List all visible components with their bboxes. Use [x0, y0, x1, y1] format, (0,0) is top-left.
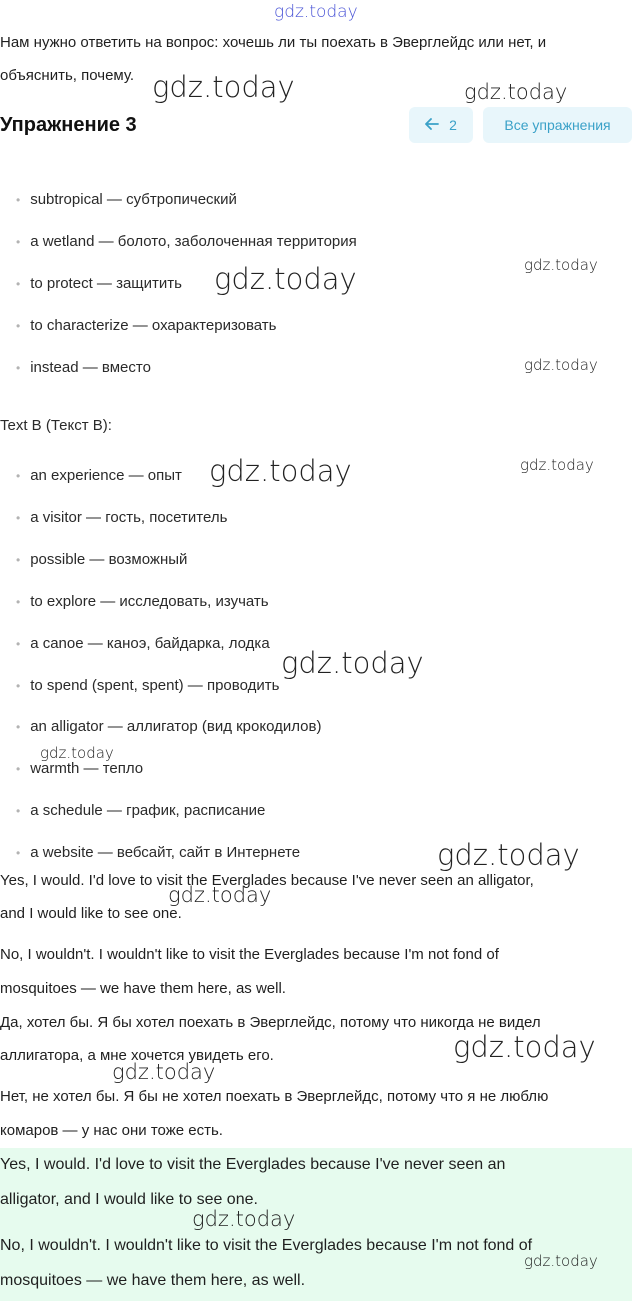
watermark: gdz.today	[453, 1030, 596, 1064]
list-item: • a canoe — каноэ, байдарка, лодка	[16, 635, 270, 652]
prev-exercise-label: 2	[449, 117, 457, 133]
highlight-no-line-2: mosquitoes — we have them here, as well.	[0, 1272, 306, 1289]
list-item: • an experience — опыт	[16, 467, 182, 484]
list-item: • a wetland — болото, заболоченная территория	[16, 233, 357, 250]
answer-ru-yes-line-2: аллигатора, а мне хочется увидеть его.	[0, 1047, 274, 1064]
intro-line-1: Нам нужно ответить на вопрос: хочешь ли ты поехать в Эверглейдс или нет, и	[0, 34, 547, 51]
bullet-icon: •	[16, 553, 21, 567]
list-item: • a schedule — график, расписание	[16, 802, 266, 819]
highlight-no-line-1: No, I wouldn't. I wouldn't like to visit the Everglades because I'm not fond of	[0, 1237, 533, 1254]
watermark: gdz.today	[168, 883, 272, 907]
bullet-icon: •	[16, 804, 21, 818]
bullet-icon: •	[16, 720, 21, 734]
watermark: gdz.today	[524, 356, 598, 374]
list-item: • an alligator — аллигатор (вид крокодилов)	[16, 718, 322, 735]
header-watermark: gdz.today	[274, 2, 358, 22]
bullet-icon: •	[16, 235, 21, 249]
answer-en-no-line-2: mosquitoes — we have them here, as well.	[0, 980, 286, 997]
answer-en-no-line-1: No, I wouldn't. I wouldn't like to visit the Everglades because I'm not fond of	[0, 946, 499, 963]
bullet-icon: •	[16, 762, 21, 776]
list-item: • possible — возможный	[16, 551, 188, 568]
highlight-yes-line-1: Yes, I would. I'd love to visit the Everglades because I've never seen an	[0, 1156, 506, 1173]
watermark: gdz.today	[40, 744, 114, 762]
answer-ru-no-line-1: Нет, не хотел бы. Я бы не хотел поехать в Эверглейдс, потому что я не люблю	[0, 1088, 549, 1105]
watermark: gdz.today	[112, 1060, 216, 1084]
watermark: gdz.today	[281, 646, 424, 680]
exercise-title: Упражнение 3	[0, 114, 137, 136]
answer-ru-no-line-2: комаров — у нас они тоже есть.	[0, 1122, 223, 1139]
bullet-icon: •	[16, 679, 21, 693]
bullet-icon: •	[16, 193, 21, 207]
bullet-icon: •	[16, 319, 21, 333]
bullet-icon: •	[16, 361, 21, 375]
watermark: gdz.today	[209, 454, 352, 488]
watermark: gdz.today	[464, 80, 568, 104]
list-item: • to spend (spent, spent) — проводить	[16, 677, 280, 694]
bullet-icon: •	[16, 637, 21, 651]
all-exercises-button[interactable]	[483, 107, 632, 143]
list-item: • to explore — исследовать, изучать	[16, 593, 269, 610]
intro-line-2: объяснить, почему.	[0, 67, 135, 84]
list-item: • to protect — защитить	[16, 275, 182, 292]
list-item: • a website — вебсайт, сайт в Интернете	[16, 844, 301, 861]
highlight-yes-line-2: alligator, and I would like to see one.	[0, 1191, 258, 1208]
all-exercises-label: Все упражнения	[504, 117, 611, 133]
prev-exercise-button[interactable]	[409, 107, 473, 143]
bullet-icon: •	[16, 511, 21, 525]
watermark: gdz.today	[152, 70, 295, 104]
list-item: • a visitor — гость, посетитель	[16, 509, 228, 526]
list-item: • to characterize — охарактеризовать	[16, 317, 277, 334]
bullet-icon: •	[16, 595, 21, 609]
list-item: • instead — вместо	[16, 359, 151, 376]
answer-ru-yes-line-1: Да, хотел бы. Я бы хотел поехать в Эверглейдс, потому что никогда не видел	[0, 1014, 541, 1031]
text-b-label: Text B (Текст B):	[0, 417, 112, 434]
watermark: gdz.today	[524, 1252, 598, 1270]
arrow-left-icon	[425, 117, 439, 133]
answer-en-yes-line-2: and I would like to see one.	[0, 905, 182, 922]
bullet-icon: •	[16, 846, 21, 860]
watermark: gdz.today	[192, 1207, 296, 1231]
answer-en-yes-line-1: Yes, I would. I'd love to visit the Everglades because I've never seen an alligator,	[0, 872, 534, 889]
watermark: gdz.today	[437, 838, 580, 872]
watermark: gdz.today	[214, 262, 357, 296]
watermark: gdz.today	[520, 456, 594, 474]
bullet-icon: •	[16, 469, 21, 483]
watermark: gdz.today	[524, 256, 598, 274]
bullet-icon: •	[16, 277, 21, 291]
list-item: • warmth — тепло	[16, 760, 144, 777]
list-item: • subtropical — субтропический	[16, 191, 237, 208]
